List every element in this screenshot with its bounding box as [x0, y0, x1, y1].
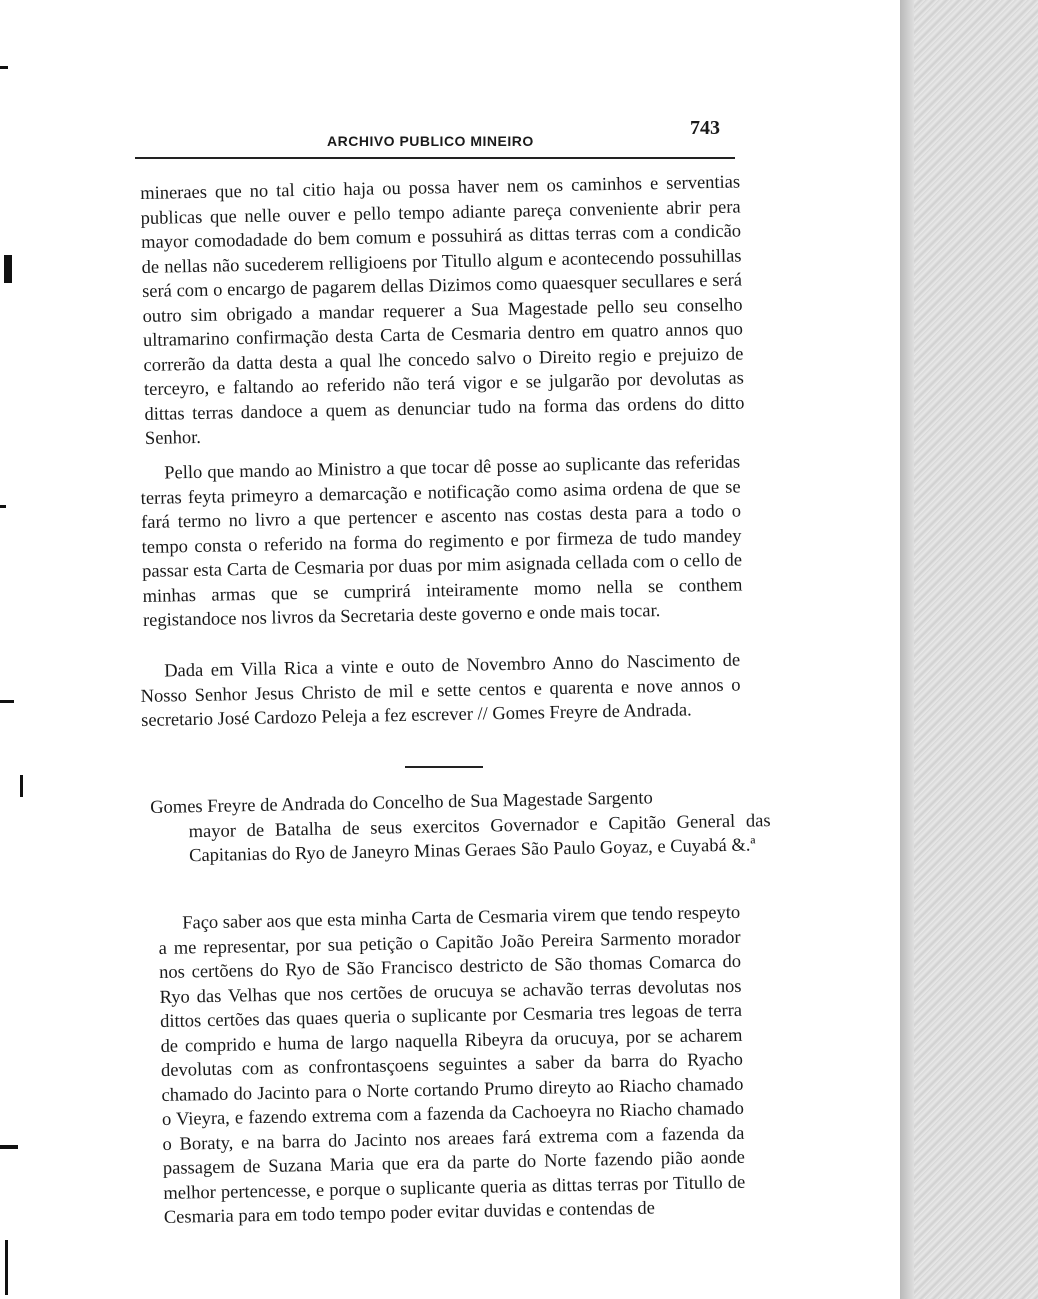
margin-mark [0, 505, 6, 508]
running-title: ARCHIVO PUBLICO MINEIRO [327, 133, 534, 149]
page-number: 743 [690, 117, 720, 139]
paragraph-3: Dada em Villa Rica a vinte e outo de Novembro Anno do Nascimento de Nosso Senhor Jesus Christo de mil e sette centos e quarenta e nove annos o secretario José Cardozo Peleja a fez escrever // Gomes Freyre de Andrada. [140, 650, 741, 731]
header-rule [135, 157, 735, 159]
text-block-3 [140, 648, 741, 733]
margin-mark [4, 255, 12, 283]
heading-continuation: mayor de Batalha de seus exercitos Governador e Capitão General das Capitanias do Ryo de Janeyro Minas Geraes São Paulo Goyaz, e Cuyabá &.ª [188, 810, 771, 867]
paragraph-2: Pello que mando ao Ministro a que tocar dê posse ao suplicante das referidas terras feyta primeyro a demarcação e notificação como asima ordena de que se fará termo no livro a que pertencer e ascento nas costas desta para a todo o tempo consta o referido na forma do regimento e por firmeza de tudo mandey passar esta Carta de Cesmaria por duas por mim asignada cellada com o cello de minhas armas que se cumprirá inteiramente momo nella se conthem registandoce nos livros da Secretaria deste governo e onde mais tocar. [140, 452, 743, 631]
margin-mark [20, 775, 23, 797]
binding-edge [900, 0, 1038, 1299]
margin-mark [0, 700, 14, 703]
text-block-4 [158, 901, 746, 1231]
text-block-1 [140, 170, 745, 451]
text-block-2 [140, 450, 743, 633]
heading-line-1: Gomes Freyre de Andrada do Concelho de Sua Magestade Sargento [150, 788, 653, 818]
page-header [135, 115, 735, 165]
margin-mark [5, 1240, 8, 1295]
margin-mark [0, 1145, 18, 1149]
paragraph-1: mineraes que no tal citio haja ou possa haver nem os caminhos e serventias publicas que nelle ouver e pello tempo adiante pareça conveniente abrir pera mayor comodadade do bem comum e possuhirá as dittas terras com a condicão de nellas não sucederem relligioens por Titullo algum e acontecendo possuhillas será com o encargo de pagarem dellas Dizimos como quaesquer secullares e será outro sim obrigado a mandar requerer a Sua Magestade pello seu conselho ultramarino confirmação desta Carta de Cesmaria dentro em quatro annos quo correrão da datta desta a qual lhe concedo salvo o Direito regio e prejuizo de terceyro, e faltando ao referido não terá vigor e se julgarão por devolutas as dittas terras dandoce a quem as denunciar tudo na forma das ordens do ditto Senhor. [140, 172, 745, 449]
margin-mark [0, 66, 8, 69]
section-separator [405, 766, 483, 768]
document-heading [150, 784, 771, 869]
paragraph-4: Faço saber aos que esta minha Carta de Cesmaria virem que tendo respeyto a me representar, por sua petição o Capitão João Pereira Sarmento morador nos certõens do Ryo de São Francisco destricto de São thomas Comarca do Ryo das Velhas que nos certões de orucuya se achavão terras devolutas nos dittos certões das quaes queria o suplicante por Cesmaria tres legoas de terra de comprido e huma de largo naquella Ribeyra da orucuya, por se acharem devolutas com as confrontasçoens seguintes a saber da barra do Ryacho chamado do Jacinto para o Norte cortando Prumo direyto ao Riacho chamado o Vieyra, e fazendo extrema com a fazenda da Cachoeyra no Riacho chamado o Boraty, e na barra do Jacinto nos areaes fará extrema com a fazenda da passagem de Suzana Maria que era da parte do Norte fazendo pião aonde melhor pertencesse, e porque o suplicante queria as dittas terras por Titullo de Cesmaria para em todo tempo poder evitar duvidas e contendas de [158, 902, 746, 1228]
